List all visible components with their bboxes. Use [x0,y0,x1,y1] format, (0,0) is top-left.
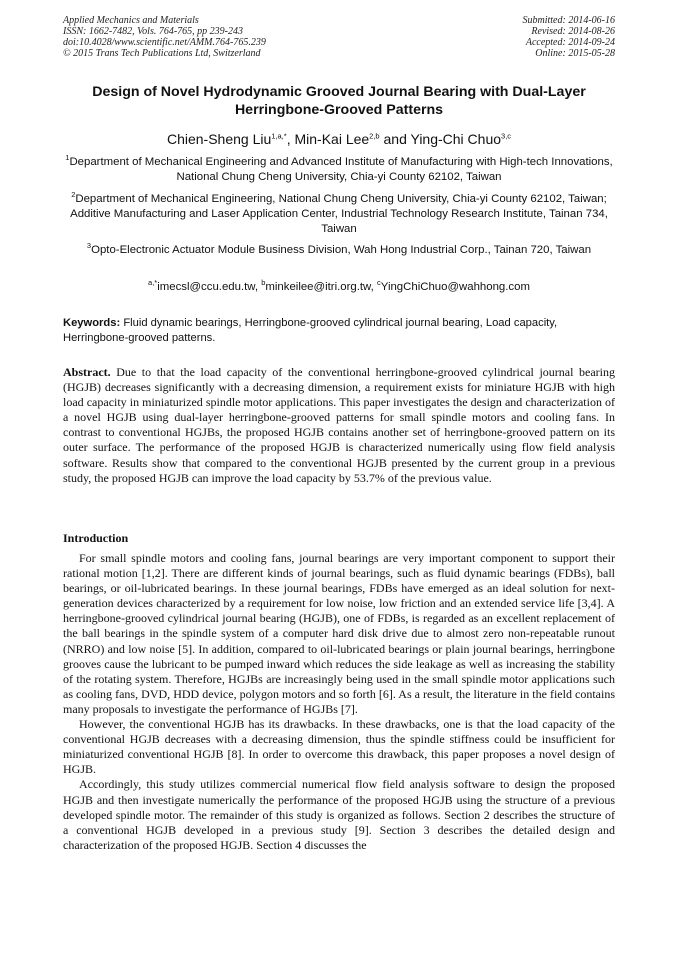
email-mark: b [261,278,266,288]
affiliation-1 [58,155,620,185]
paper-title [40,83,638,119]
keywords-label: Keywords: [63,317,121,329]
revised-date: Revised: 2014-08-26 [531,26,615,37]
journal-name: Applied Mechanics and Materials [63,15,199,26]
email-link[interactable]: YingChiChuo@wahhong.com [380,281,530,293]
affiliation-2 [58,192,620,237]
author-affiliation-mark: 2,b [369,131,380,141]
author-name: Min-Kai Lee [294,131,370,147]
author-name: Chien-Sheng Liu [166,131,272,147]
online-date: Online: 2015-05-28 [535,48,615,59]
author-name: Ying-Chi Chuo [410,131,502,147]
affiliation-number: 1 [65,153,70,163]
keywords [63,316,615,346]
issn-line: ISSN: 1662-7482, Vols. 764-765, pp 239-243 [63,26,243,37]
affiliation-3 [58,243,620,258]
submitted-date: Submitted: 2014-06-16 [522,15,615,26]
abstract [63,365,615,486]
abstract-text: Due to that the load capacity of the conventional herringbone-grooved cylindrical journal bearing (HGJB) decreases significantly with a decreasing dimension, a requirement exists for miniature HGJB with high load capacity in miniaturized spindle motor applications. This paper investigates the design and characterization of a novel HGJB using dual-layer herringbone-grooved patterns for small spindle motors and cooling fans. In contrast to conventional HGJBs, the proposed HGJB contains another set of herringbone-grooved pattern on its outer surface. The performance of the proposed HGJB is characterized numerically using flow field analysis software. Results show that compared to the conventional HGJB presented by the current group in a previous study, the proposed HGJB can improve the load capacity by 53.7% of the previous value. [63,365,615,485]
email-mark: c [377,278,381,288]
title-line-1: Design of Novel Hydrodynamic Grooved Journal Bearing with Dual-Layer [92,84,586,100]
doi-line: doi:10.4028/www.scientific.net/AMM.764-765.239 [63,37,266,48]
author-separator: , [286,131,295,147]
accepted-date: Accepted: 2014-09-24 [525,37,615,48]
email-link[interactable]: minkeilee@itri.org.tw [265,281,371,293]
author-list [40,131,638,148]
affiliation-number: 2 [71,190,76,200]
affiliation-text: Department of Mechanical Engineering and Advanced Institute of Manufacturing with High-tech Innovations, National Chung Cheng University, Chia-yi County 62102, Taiwan [69,156,613,183]
author-affiliation-mark: 3,c [501,131,512,141]
keywords-text: Fluid dynamic bearings, Herringbone-grooved cylindrical journal bearing, Load capacity, Herringbone-grooved patterns. [63,317,558,344]
author-affiliation-mark: 1,a,* [271,131,287,141]
author-separator: and [379,131,411,147]
publication-dates [523,15,616,59]
affiliation-text: Department of Mechanical Engineering, National Chung Cheng University, Chia-yi County 62102, Taiwan; Additive Manufacturing and Laser Application Center, Industrial Technology Research Institute, Tainan 734, Taiwan [70,193,608,235]
paragraph: Accordingly, this study utilizes commercial numerical flow field analysis software to design the proposed HGJB and then investigate numerically the performance of the proposed HGJB using the structure of a previous developed spindle motor. The remainder of this study is organized as follows. Section 2 describes the structure of a conventional HGJB developed in a previous study [9]. Section 3 describes the detailed design and characterization of the proposed HGJB. Section 4 discusses the [63,777,615,852]
title-line-2: Herringbone-Grooved Patterns [234,102,444,118]
introduction-body [63,551,615,853]
section-heading-introduction: Introduction [63,531,129,545]
affiliation-number: 3 [86,241,92,251]
email-link[interactable]: imecsl@ccu.edu.tw [157,281,255,293]
paragraph: However, the conventional HGJB has its drawbacks. In these drawbacks, one is that the load capacity of the conventional HGJB decreases with a decreasing dimension, thus the spindle stiffness could be insufficient for miniaturized conventional HGJB [8]. In order to overcome this drawback, this paper proposes a novel design of HGJB. [63,717,615,777]
affiliation-text: Opto-Electronic Actuator Module Business Division, Wah Hong Industrial Corp., Tainan 720, Taiwan [91,244,592,256]
paragraph: For small spindle motors and cooling fans, journal bearings are very important component to support their rational motion [1,2]. There are different kinds of journal bearings, such as fluid dynamic bearings (FDBs), ball bearings, or oil-lubricated bearings. In these journal bearings, FDBs have emerged as an ideal solution for next-generation devices characterized by a requirement for low noise, low friction and an extended service life [3,4]. A herringbone-grooved cylindrical journal bearing (HGJB), one of FDBs, is regarded as an excellent replacement of the ball bearings in the spindle system of a computer hard disk drive due to almost zero non-repeatable runout (NRRO) and low noise [5]. In addition, compared to oil-lubricated bearings or plain journal bearings, herringbone grooves cause the lubricant to be pumped inward which reduces the side leakage as well as increasing the stability of the rotating system. Therefore, HGJBs are increasingly being used in the small spindle motor applications such as cooling fans, DVD, HDD device, polygon motors and so forth [6]. As a result, the literature in the field contains many proposals to investigate the performance of HGJBs [7]. [63,551,615,716]
abstract-label: Abstract. [63,365,111,379]
journal-info [63,15,266,59]
copyright-line: © 2015 Trans Tech Publications Ltd, Switzerland [63,48,261,59]
author-emails: $^{a,*}$imecsl@ccu.edu.tw, $^b$minkeilee@itri.org.tw, $^c$YingChiChuo@wahhong.com [148,278,530,293]
email-mark: a,* [148,278,158,288]
